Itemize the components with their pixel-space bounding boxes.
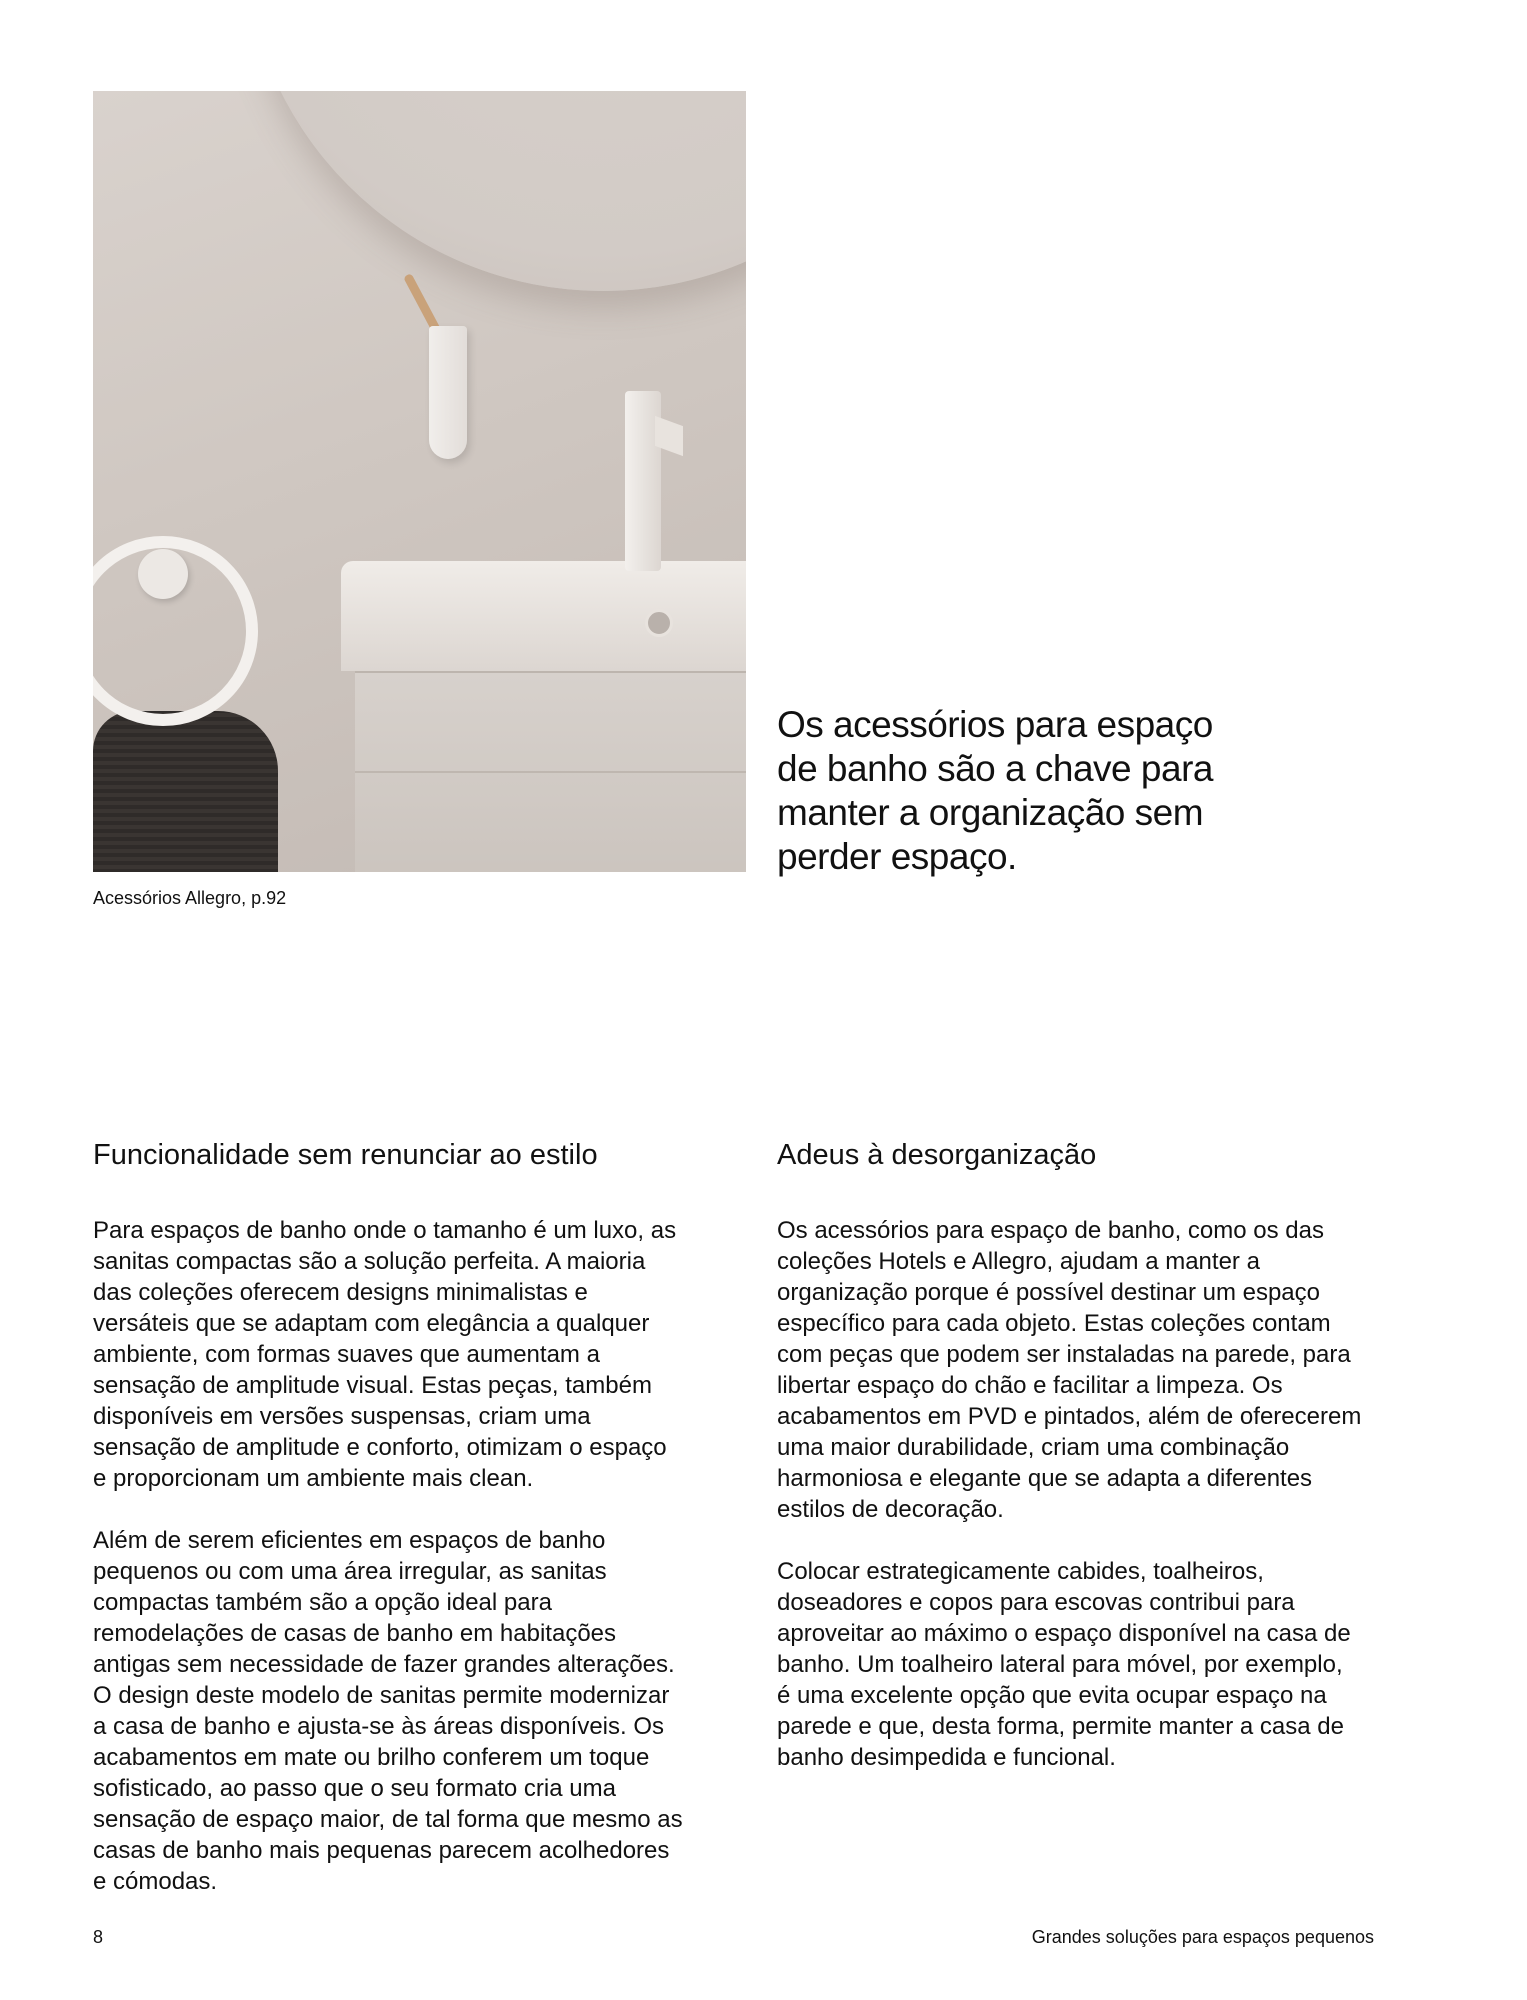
text-line: sanitas compactas são a solução perfeita. A maioria: [93, 1248, 646, 1275]
right-column-body: [777, 1215, 1361, 1804]
text-line: doseadores e copos para escovas contribui para: [777, 1589, 1295, 1616]
quote-line: Os acessórios para espaço: [777, 704, 1213, 745]
text-line: antigas sem necessidade de fazer grandes alterações.: [93, 1651, 675, 1678]
text-line: compactas também são a opção ideal para: [93, 1589, 552, 1616]
left-heading: Funcionalidade sem renunciar ao estilo: [93, 1139, 598, 1171]
paragraph: [93, 1215, 683, 1494]
text-line: Para espaços de banho onde o tamanho é um luxo, as: [93, 1217, 677, 1244]
text-line: ambiente, com formas suaves que aumentam a: [93, 1341, 600, 1368]
bathroom-accessories-photo: [93, 91, 746, 872]
text-line: das coleções oferecem designs minimalistas e: [93, 1279, 588, 1306]
text-line: banho. Um toalheiro lateral para móvel, por exemplo,: [777, 1651, 1343, 1678]
text-line: com peças que podem ser instaladas na parede, para: [777, 1341, 1351, 1368]
text-line: uma maior durabilidade, criam uma combinação: [777, 1434, 1290, 1461]
footer-title: Grandes soluções para espaços pequenos: [1031, 1927, 1374, 1947]
text-line: harmoniosa e elegante que se adapta a diferentes: [777, 1465, 1313, 1492]
page-number: 8: [93, 1927, 104, 1947]
text-line: sensação de amplitude visual. Estas peças, também: [93, 1372, 652, 1399]
text-line: pequenos ou com uma área irregular, as sanitas: [93, 1558, 607, 1585]
quote-line: perder espaço.: [777, 836, 1017, 877]
text-line: disponíveis em versões suspensas, criam uma: [93, 1403, 591, 1430]
cabinet-drawer-line: [355, 771, 746, 773]
text-line: coleções Hotels e Allegro, ajudam a manter a: [777, 1248, 1260, 1275]
text-line: acabamentos em mate ou brilho conferem um toque: [93, 1744, 650, 1771]
left-column-body: [93, 1215, 683, 1928]
paragraph: [777, 1556, 1361, 1773]
text-line: versáteis que se adaptam com elegância a qualquer: [93, 1310, 650, 1337]
text-line: e cómodas.: [93, 1868, 218, 1895]
round-mirror: [243, 91, 746, 291]
text-line: sensação de espaço maior, de tal forma que mesmo as: [93, 1806, 683, 1833]
toothbrush-cup: [429, 326, 467, 459]
text-line: parede e que, desta forma, permite manter a casa de: [777, 1713, 1344, 1740]
washbasin: [341, 561, 746, 671]
text-line: banho desimpedida e funcional.: [777, 1744, 1116, 1771]
dark-towel: [93, 711, 278, 872]
paragraph: [777, 1215, 1361, 1525]
pull-quote: [777, 703, 1213, 879]
towel-ring-mount: [138, 549, 188, 599]
text-line: Além de serem eficientes em espaços de banho: [93, 1527, 606, 1554]
overflow-hole: [645, 609, 673, 637]
right-heading: Adeus à desorganização: [777, 1139, 1097, 1171]
text-line: libertar espaço do chão e facilitar a limpeza. Os: [777, 1372, 1283, 1399]
text-line: O design deste modelo de sanitas permite modernizar: [93, 1682, 670, 1709]
text-line: acabamentos em PVD e pintados, além de oferecerem: [777, 1403, 1362, 1430]
text-line: casas de banho mais pequenas parecem acolhedores: [93, 1837, 670, 1864]
text-line: a casa de banho e ajusta-se às áreas disponíveis. Os: [93, 1713, 665, 1740]
quote-line: de banho são a chave para: [777, 748, 1213, 789]
text-line: sensação de amplitude e conforto, otimizam o espaço: [93, 1434, 667, 1461]
text-line: e proporcionam um ambiente mais clean.: [93, 1465, 534, 1492]
text-line: remodelações de casas de banho em habitações: [93, 1620, 617, 1647]
text-line: sofisticado, ao passo que o seu formato cria uma: [93, 1775, 616, 1802]
text-line: organização porque é possível destinar um espaço: [777, 1279, 1320, 1306]
photo-caption: Acessórios Allegro, p.92: [93, 888, 287, 908]
quote-line: manter a organização sem: [777, 792, 1204, 833]
text-line: Colocar estrategicamente cabides, toalheiros,: [777, 1558, 1264, 1585]
text-line: Os acessórios para espaço de banho, como os das: [777, 1217, 1324, 1244]
text-line: específico para cada objeto. Estas coleções contam: [777, 1310, 1331, 1337]
text-line: é uma excelente opção que evita ocupar espaço na: [777, 1682, 1327, 1709]
text-line: aproveitar ao máximo o espaço disponível na casa de: [777, 1620, 1351, 1647]
text-line: estilos de decoração.: [777, 1496, 1004, 1523]
paragraph: [93, 1525, 683, 1897]
